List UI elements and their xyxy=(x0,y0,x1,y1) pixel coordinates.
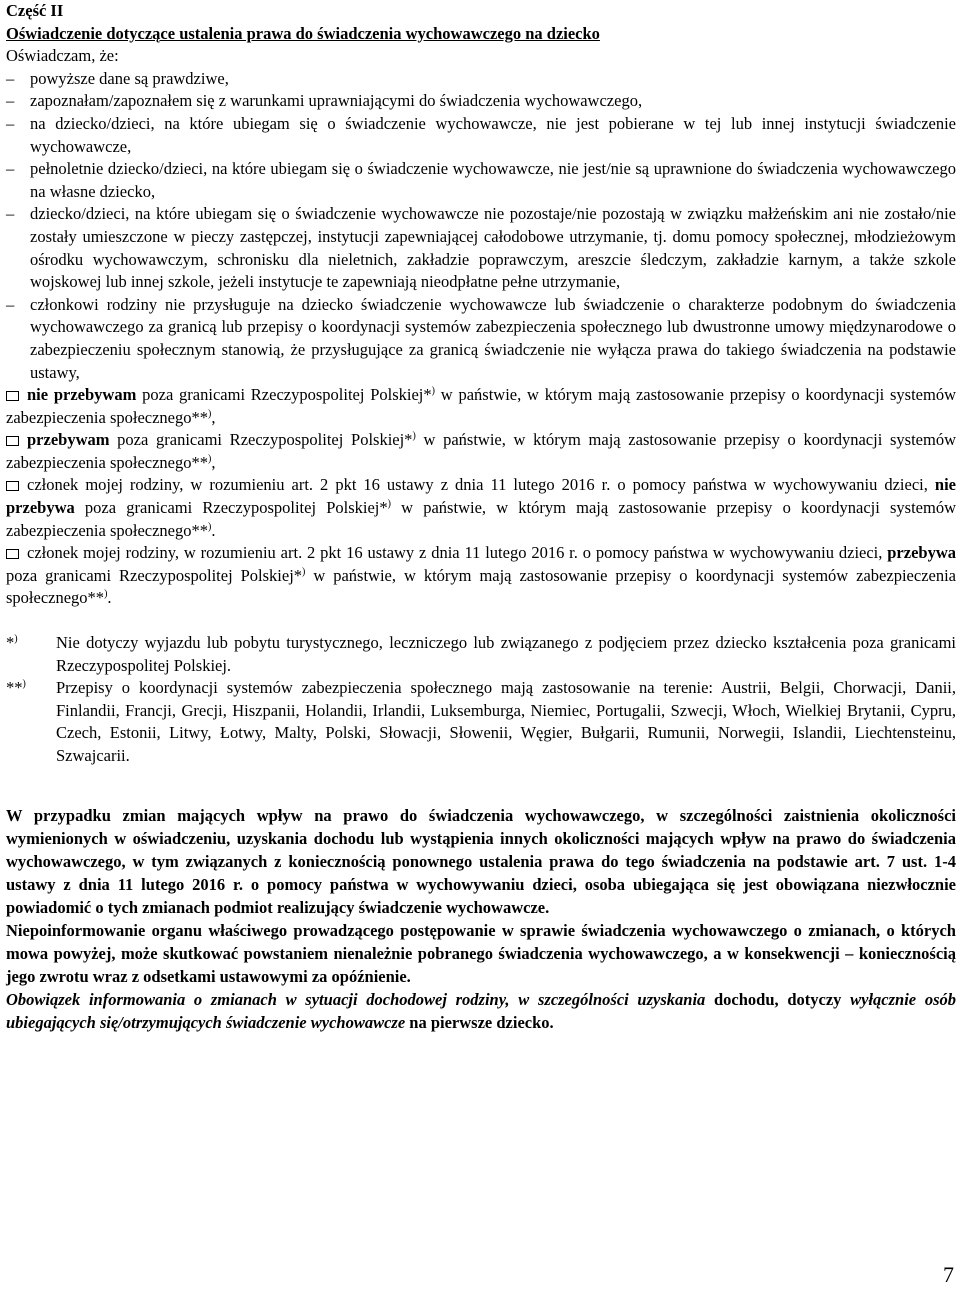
checkbox-option-member-abroad: członek mojej rodziny, w rozumieniu art. 2 pkt 16 ustawy z dnia 11 lutego 2016 r. o pomocy państwa w wychowywaniu dzieci, przebywa poza granicami Rzeczypospolitej Polskiej*) w państwie, w którym mają zastosowanie przepisy o koordynacji systemów zabezpieczenia społecznego**). xyxy=(6,543,956,608)
intro-text: Oświadczam, że: xyxy=(6,46,119,66)
notice-consequences: Niepoinformowanie organu właściwego prowadzącego postępowanie w sprawie świadczenia wychowawczego o zmianach, o których mowa powyżej, może skutkować powstaniem nienależnie pobranego świadczenia wychowawczego, a w konsekwencji – koniecznością jego zwrotu wraz z odsetkami ustawowymi za opóźnienie. xyxy=(6,920,956,986)
section-title: Oświadczenie dotyczące ustalenia prawa do świadczenia wychowawczego na dziecko xyxy=(6,23,600,43)
document-page xyxy=(6,0,956,1034)
declaration-item: – powyższe dane są prawdziwe, xyxy=(6,68,956,91)
declaration-list xyxy=(6,68,956,384)
declaration-item: – zapoznałam/zapoznałem się z warunkami uprawniającymi do świadczenia wychowawczego, xyxy=(6,90,956,113)
declaration-item: – dziecko/dzieci, na które ubiegam się o świadczenie wychowawcze nie pozostaje/nie pozostają w związku małżeńskim ani nie zostało/nie zostały umieszczone w pieczy zastępczej, instytucji zapewniającej całodobowe utrzymanie, tj. domu pomocy społecznej, młodzieżowym ośrodku wychowawczym, schronisku dla nieletnich, zakładzie poprawczym, areszcie śledczym, zakładzie karnym, a także szkole wojskowej lub innej szkole, jeżeli instytucje te zapewniają nieodpłatne pełne utrzymanie, xyxy=(6,203,956,293)
checkbox[interactable] xyxy=(6,549,19,559)
option-bold-text: przebywa xyxy=(887,543,956,563)
option-bold-text: nie przebywam xyxy=(27,385,137,405)
checkbox-option-member-not-abroad: członek mojej rodziny, w rozumieniu art. 2 pkt 16 ustawy z dnia 11 lutego 2016 r. o pomocy państwa w wychowywaniu dzieci, nie przebywa poza granicami Rzeczypospolitej Polskiej*) w państwie, w którym mają zastosowanie przepisy o koordynacji systemów zabezpieczenia społecznego**). xyxy=(6,475,956,540)
checkbox[interactable] xyxy=(6,481,19,491)
part-title: Część II xyxy=(6,1,64,20)
option-bold-text: przebywam xyxy=(27,430,110,450)
declaration-item: – członkowi rodziny nie przysługuje na dziecko świadczenie wychowawcze lub świadczenie o charakterze podobnym do świadczenia wychowawczego za granicą lub przepisy o koordynacji systemów zabezpieczenia społecznego lub dwustronne umowy międzynarodowe o zabezpieczeniu społecznym stanowią, że przysługujące za granicą świadczenie nie wyłącza prawa do takiego świadczenia na podstawie ustawy, xyxy=(6,294,956,384)
declaration-item: – na dziecko/dzieci, na które ubiegam się o świadczenie wychowawcze, nie jest pobierane w tej lub innej instytucji świadczenie wychowawcze, xyxy=(6,113,956,158)
footnote-mark: *) xyxy=(6,633,18,653)
footnote-text: Przepisy o koordynacji systemów zabezpieczenia społecznego mają zastosowanie na terenie: Austrii, Belgii, Chorwacji, Danii, Finlandii, Francji, Grecji, Hiszpanii, Holandii, Irlandii, Luksemburga, Niemiec, Portugalii, Szwecji, Włoch, Wielkiej Brytanii, Cypru, Czech, Estonii, Litwy, Łotwy, Malty, Polski, Słowacji, Słowenii, Węgier, Bułgarii, Rumunii, Norwegii, Islandii, Liechtensteinu, Szwajcarii. xyxy=(56,678,956,765)
footnote xyxy=(6,677,956,767)
checkbox[interactable] xyxy=(6,436,19,446)
footnote-mark: **) xyxy=(6,678,26,698)
declaration-item: – pełnoletnie dziecko/dzieci, na które ubiegam się o świadczenie wychowawcze, nie jest/nie są uprawnione do świadczenia wychowawczego na własne dziecko, xyxy=(6,158,956,203)
checkbox-option-not-abroad: nie przebywam poza granicami Rzeczypospolitej Polskiej*) w państwie, w którym mają zastosowanie przepisy o koordynacji systemów zabezpieczenia społecznego**), xyxy=(6,385,957,427)
checkbox[interactable] xyxy=(6,391,19,401)
notice-change-obligation: W przypadku zmian mających wpływ na prawo do świadczenia wychowawczego, w szczególności zaistnienia okoliczności wymienionych w oświadczeniu, uzyskania dochodu lub wystąpienia innych okoliczności mających wpływ na prawo do świadczenia wychowawczego, w tym związanych z koniecznością ponownego ustalenia prawa do tego świadczenia na podstawie art. 7 ust. 1-4 ustawy z dnia 11 lutego 2016 r. o pomocy państwa w wychowywaniu dzieci, osoba ubiegająca się jest obowiązana niezwłocznie powiadomić o tych zmianach podmiot realizujący świadczenie wychowawcze. xyxy=(6,805,956,917)
page-number: 7 xyxy=(943,1262,954,1287)
footnote-text: Nie dotyczy wyjazdu lub pobytu turystycznego, leczniczego lub związanego z podjęciem przez dziecko kształcenia poza granicami Rzeczypospolitej Polskiej. xyxy=(56,633,956,675)
notice-scope: Obowiązek informowania o zmianach w sytuacji dochodowej rodziny, w szczególności uzyskania dochodu, dotyczy wyłącznie osób ubiegających się/otrzymujących świadczenie wychowawcze na pierwsze dziecko. xyxy=(6,989,956,1032)
checkbox-option-abroad: przebywam poza granicami Rzeczypospolitej Polskiej*) w państwie, w którym mają zastosowanie przepisy o koordynacji systemów zabezpieczenia społecznego**), xyxy=(6,430,956,472)
option-bold-text: nie przebywa xyxy=(6,475,956,518)
footnotes xyxy=(6,632,956,768)
footnote xyxy=(6,632,956,677)
